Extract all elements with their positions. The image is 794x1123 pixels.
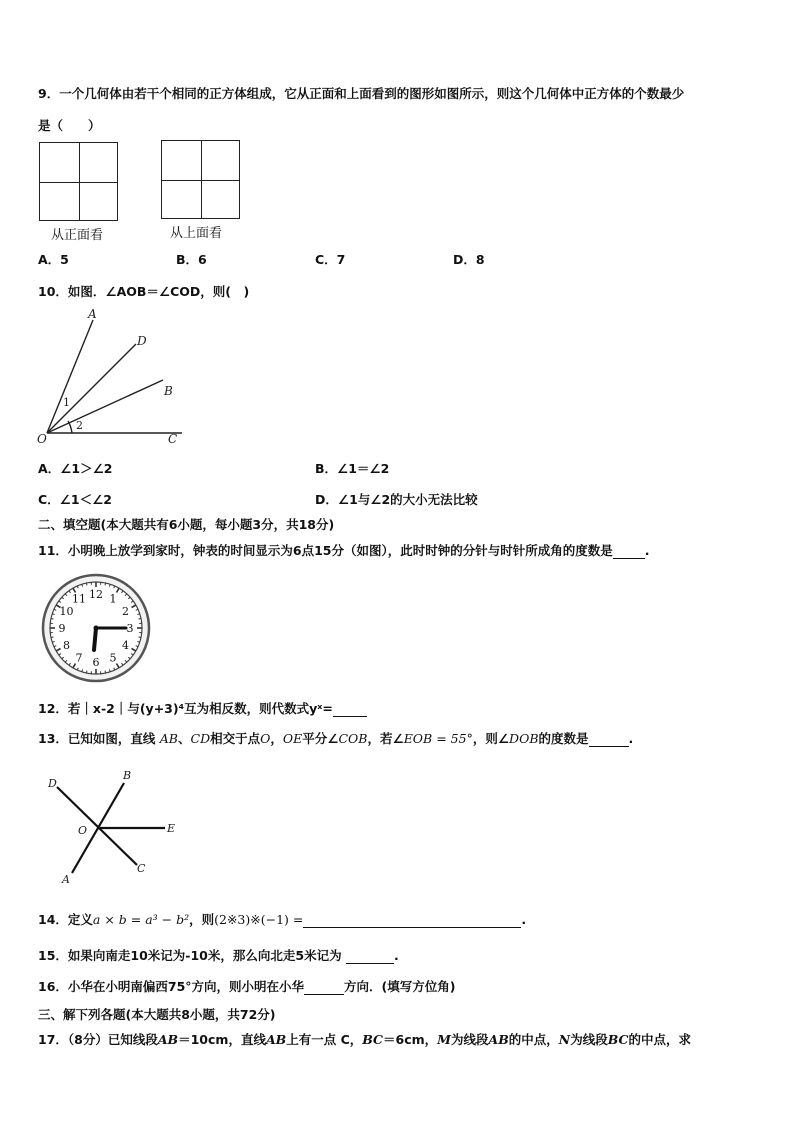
q13-text-8: 的度数是	[538, 731, 589, 746]
label-d: D	[137, 334, 147, 348]
q10-option-d: D．∠1与∠2的大小无法比较	[315, 492, 478, 507]
ray-od	[47, 344, 136, 433]
label-a: A	[88, 307, 97, 321]
q9-option-c: C．7	[315, 252, 346, 267]
q17-text-2: ＝10cm，直线	[178, 1032, 266, 1047]
clock-number: 1	[109, 592, 117, 606]
q13-point-o: O	[260, 731, 271, 746]
q17-seg-ab-2: AB	[265, 1032, 287, 1047]
q11-stem	[38, 541, 650, 559]
q13-end: .	[628, 731, 634, 746]
q10-option-b: B．∠1＝∠2	[315, 461, 390, 476]
clock-tick	[86, 671, 87, 673]
clock-center	[94, 626, 99, 631]
q17-point-m: M	[437, 1032, 451, 1047]
q11-end: .	[644, 543, 650, 558]
q17-seg-bc-2: BC	[607, 1032, 629, 1047]
clock-number: 7	[75, 651, 83, 665]
q13-text-1: 13．已知如图，直线	[38, 731, 156, 746]
clock-number: 3	[126, 622, 134, 635]
clock-number: 11	[72, 592, 86, 606]
q14-end: .	[521, 912, 527, 927]
q17-seg-ab-3: AB	[488, 1032, 509, 1047]
top-view-caption: 从上面看	[170, 226, 223, 241]
clock-number: 12	[89, 588, 103, 601]
section-2-heading: 二、填空题(本大题共有6小题，每小题3分，共18分)	[38, 517, 335, 532]
q13-angle-eob: EOB = 55°	[403, 731, 473, 746]
q10-option-a: A．∠1＞∠2	[38, 461, 113, 476]
section-3-heading: 三、解下列各题(本大题共8小题，共72分)	[38, 1007, 276, 1022]
q13-line-ab: AB	[159, 731, 178, 746]
q17-stem	[38, 1030, 691, 1048]
q17-seg-bc: BC	[362, 1032, 383, 1047]
q15-answer-blank	[346, 948, 394, 964]
clock-number: 5	[109, 651, 117, 665]
q12-stem	[38, 699, 367, 717]
q17-point-n: N	[558, 1032, 571, 1047]
q17-text-1: 17．（8分）已知线段	[38, 1032, 158, 1047]
q16-answer-blank	[304, 979, 344, 995]
q10-stem: 10．如图．∠AOB＝∠COD，则( )	[38, 284, 250, 299]
label-d: D	[48, 777, 57, 790]
q13-angle-dob: DOB	[509, 731, 539, 746]
clock-tick	[139, 637, 141, 638]
q9-stem-line2: 是（ ）	[38, 118, 101, 133]
q15-stem-text: 15．如果向南走10米记为-10米，那么向北走5米记为	[38, 948, 342, 963]
q16-text-2: 方向．(填写方位角)	[344, 979, 456, 994]
angle-2-label: 2	[76, 419, 83, 432]
clock-number: 6	[92, 656, 100, 669]
q13-answer-blank	[589, 731, 629, 747]
q13-text-6: ，若∠	[367, 731, 404, 746]
q10-option-c: C．∠1＜∠2	[38, 492, 112, 507]
clock-number: 2	[121, 605, 129, 618]
q17-text-7: 为线段	[570, 1032, 608, 1047]
label-c: C	[137, 862, 146, 875]
q9-option-a: A．5	[38, 252, 69, 267]
q16-text-1: 16．小华在小明南偏西75°方向，则小明在小华	[38, 979, 305, 994]
front-view-caption: 从正面看	[51, 228, 104, 243]
q13-text-4: ，	[270, 731, 283, 746]
q9-stem-line1: 9．一个几何体由若干个相同的正方体组成，它从正面和上面看到的图形如图所示，则这个几何体中正方体的个数最少	[38, 86, 685, 101]
label-e: E	[167, 822, 176, 835]
clock-tick	[139, 618, 141, 619]
q16-stem	[38, 977, 455, 995]
q17-text-8: 的中点，求	[628, 1032, 691, 1047]
q14-text-2: ，则	[189, 912, 215, 927]
q11-stem-text: 11．小明晚上放学到家时，钟表的时间显示为6点15分（如图），此时时钟的分针与时针所成角的度数是	[38, 543, 613, 558]
label-o: O	[37, 432, 47, 446]
q17-seg-ab: AB	[157, 1032, 179, 1047]
q17-text-4: ＝6cm，	[383, 1032, 438, 1047]
ray-oa	[47, 320, 93, 433]
q13-line-cd: CD	[190, 731, 211, 746]
angle-1-label: 1	[63, 396, 70, 409]
clock-tick	[51, 618, 53, 619]
clock-tick	[86, 583, 87, 585]
clock-tick	[105, 583, 106, 585]
q11-answer-blank	[613, 543, 645, 559]
q15-end: .	[393, 948, 399, 963]
clock-number: 9	[58, 622, 66, 635]
clock-number: 10	[59, 605, 74, 618]
q14-definition: a × b = a³ − b²	[92, 912, 190, 927]
q13-stem	[38, 729, 633, 747]
q14-stem	[38, 910, 526, 928]
q14-text-1: 14．定义	[38, 912, 93, 927]
q12-answer-blank	[333, 701, 367, 717]
q9-option-b: B．6	[176, 252, 207, 267]
q14-answer-blank	[303, 912, 521, 928]
line-dc	[57, 787, 137, 865]
q13-angle-cob: COB	[338, 731, 368, 746]
q14-expression: (2※3)※(−1) =	[214, 912, 304, 927]
front-view-grid	[39, 142, 118, 221]
q17-text-3: 上有一点 C，	[286, 1032, 363, 1047]
q9-option-d: D．8	[453, 252, 485, 267]
hour-hand	[94, 628, 96, 650]
q13-text-7: ，则∠	[472, 731, 510, 746]
q17-text-5: 为线段	[450, 1032, 489, 1047]
q12-stem-text: 12．若｜x-2｜与(y+3)⁴互为相反数，则代数式yˣ=	[38, 701, 333, 716]
clock-tick	[51, 637, 53, 638]
q10-angle-figure	[30, 300, 190, 450]
q15-stem	[38, 946, 399, 964]
label-b: B	[123, 769, 132, 782]
q11-clock-figure	[40, 572, 152, 684]
label-b: B	[164, 384, 173, 398]
q13-ray-oe: OE	[282, 731, 303, 746]
q13-lines-figure	[40, 765, 190, 890]
label-o: O	[78, 824, 88, 837]
label-a: A	[62, 873, 70, 886]
top-view-grid	[161, 140, 240, 219]
label-c: C	[168, 432, 178, 446]
q13-text-5: 平分∠	[302, 731, 339, 746]
q13-text-3: 相交于点	[210, 731, 261, 746]
clock-number: 4	[121, 639, 129, 652]
clock-number: 8	[63, 639, 71, 652]
clock-tick	[105, 671, 106, 673]
q17-text-6: 的中点，	[508, 1032, 559, 1047]
q13-text-2: 、	[177, 731, 191, 746]
